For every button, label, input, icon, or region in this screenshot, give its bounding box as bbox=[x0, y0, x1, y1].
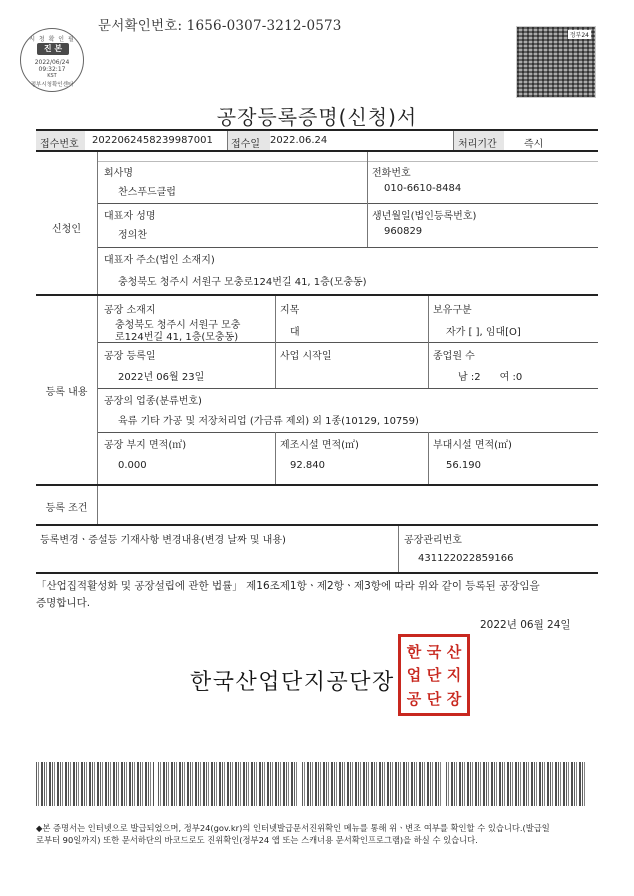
ownership-value: 자가 [ ], 임대[O] bbox=[446, 327, 521, 338]
processing-period-value: 즉시 bbox=[524, 139, 544, 150]
management-number-label: 공장관리번호 bbox=[404, 535, 462, 546]
statement-line1: 「산업집적활성화 및 공장설립에 관한 법률」 제16조제1항ㆍ제2항ㆍ제3항에 따라 위와 같이 등록된 공장임을 bbox=[36, 580, 540, 592]
employees-label: 종업원 수 bbox=[433, 351, 475, 362]
registration-date-label: 공장 등록일 bbox=[104, 351, 156, 362]
industry-value: 육류 기타 가공 및 저장처리업 (가금류 제외) 외 1종(10129, 10759) bbox=[118, 416, 419, 427]
applicant-section-label: 신청인 bbox=[52, 224, 81, 235]
factory-location-value-line2: 로124번길 41, 1층(모충동) bbox=[115, 332, 239, 343]
management-number-value: 431122022859166 bbox=[418, 553, 514, 564]
barcode-3 bbox=[302, 762, 442, 806]
issue-date: 2022년 06월 24일 bbox=[480, 619, 571, 631]
seal-char: 공 bbox=[406, 689, 422, 708]
footer-line2: 로부터 90일까지) 또한 문서하단의 바코드로도 진위확인(정부24 앱 또는 스캐너용 문서확인프로그램)을 하실 수 있습니다. bbox=[36, 835, 478, 845]
industry-label: 공장의 업종(분류번호) bbox=[104, 396, 202, 407]
seal-date: 2022/06/24 bbox=[34, 59, 70, 66]
seal-badge: 진 본 bbox=[37, 43, 69, 55]
seal-ring-bottom: 정부시청확인센터 bbox=[30, 82, 74, 88]
footer-line1: ◆본 증명서는 인터넷으로 발급되었으며, 정부24(gov.kr)의 인터넷발급문서진위확인 메뉴를 통해 위ㆍ변조 여부를 확인할 수 있습니다.(발급일 bbox=[36, 823, 550, 833]
section-divider bbox=[97, 152, 98, 294]
divider bbox=[428, 432, 429, 484]
verification-seal bbox=[20, 28, 84, 92]
divider bbox=[428, 296, 429, 388]
site-area-label: 공장 부지 면적(㎡) bbox=[104, 440, 187, 451]
factory-location-value-line1: 충청북도 청주시 서원구 모충 bbox=[115, 320, 241, 331]
receipt-no-label: 접수번호 bbox=[40, 139, 79, 150]
receipt-bottom-border bbox=[36, 150, 598, 152]
statement-line2: 증명합니다. bbox=[36, 597, 91, 609]
address-value: 충청북도 청주시 서원구 모충로124번길 41, 1층(모충동) bbox=[118, 277, 367, 288]
row-line bbox=[98, 203, 598, 204]
row-line bbox=[98, 161, 598, 162]
changes-label: 등록변경ㆍ증설등 기재사항 변경내용(변경 날짜 및 내용) bbox=[40, 535, 286, 546]
document-title: 공장등록증명(신청)서 bbox=[216, 105, 418, 129]
registration-section-label: 등록 내용 bbox=[45, 387, 88, 398]
employees-value: 남 :2 여 :0 bbox=[458, 372, 523, 383]
registration-date-value: 2022년 06월 23일 bbox=[118, 372, 205, 383]
barcode-4 bbox=[446, 762, 586, 806]
seal-char: 국 bbox=[426, 643, 442, 662]
company-label: 회사명 bbox=[104, 168, 133, 179]
seal-ring-top: 시 청 확 인 필 bbox=[29, 36, 75, 43]
seal-char: 장 bbox=[446, 689, 462, 708]
site-area-value: 0.000 bbox=[118, 460, 147, 471]
divider bbox=[227, 131, 228, 150]
seal-time: 09:32:17 bbox=[38, 66, 66, 73]
seal-timezone: KST bbox=[47, 73, 57, 79]
receipt-date-label: 접수일 bbox=[231, 139, 260, 150]
ownership-label: 보유구분 bbox=[433, 305, 472, 316]
row-line bbox=[98, 388, 598, 389]
seal-char: 단 bbox=[426, 666, 442, 685]
seal-char: 업 bbox=[406, 666, 422, 685]
conditions-bottom-border bbox=[36, 524, 598, 526]
land-category-label: 지목 bbox=[280, 305, 300, 316]
seal-char: 한 bbox=[406, 643, 422, 662]
seal-char: 단 bbox=[426, 689, 442, 708]
representative-value: 정의찬 bbox=[118, 230, 147, 241]
processing-period-label: 처리기간 bbox=[458, 139, 497, 150]
qr-label: 정부24 bbox=[569, 32, 589, 39]
birthdate-value: 960829 bbox=[384, 226, 423, 237]
qr-code bbox=[516, 26, 596, 98]
divider bbox=[275, 296, 276, 388]
table-top-border bbox=[36, 129, 598, 131]
row-line bbox=[98, 247, 598, 248]
registration-bottom-border bbox=[36, 484, 598, 486]
subsidiary-area-label: 부대시설 면적(㎡) bbox=[433, 440, 512, 451]
footer-notice bbox=[36, 822, 596, 846]
issuer-name: 한국산업단지공단장 bbox=[190, 670, 395, 695]
conditions-label: 등록 조건 bbox=[45, 503, 88, 514]
address-label: 대표자 주소(법인 소재지) bbox=[104, 255, 215, 266]
receipt-no-value: 2022062458239987001 bbox=[92, 135, 213, 146]
receipt-date-value: 2022.06.24 bbox=[270, 135, 328, 146]
phone-value: 010-6610-8484 bbox=[384, 183, 462, 194]
divider bbox=[275, 432, 276, 484]
phone-label: 전화번호 bbox=[372, 168, 411, 179]
divider bbox=[367, 152, 368, 247]
table-bottom-border bbox=[36, 572, 598, 574]
seal-char: 산 bbox=[446, 643, 462, 662]
manufacturing-area-label: 제조시설 면적(㎡) bbox=[280, 440, 359, 451]
factory-location-label: 공장 소재지 bbox=[104, 305, 156, 316]
company-value: 찬스푸드클럽 bbox=[118, 187, 176, 198]
divider bbox=[453, 131, 454, 150]
birthdate-label: 생년월일(법인등록번호) bbox=[372, 211, 477, 222]
barcode-2 bbox=[158, 762, 298, 806]
divider bbox=[398, 526, 399, 572]
representative-label: 대표자 성명 bbox=[104, 211, 156, 222]
official-red-seal bbox=[398, 634, 470, 716]
document-number: 문서확인번호: 1656-0307-3212-0573 bbox=[98, 18, 342, 34]
row-line bbox=[98, 432, 598, 433]
certification-statement bbox=[36, 578, 601, 612]
applicant-bottom-border bbox=[36, 294, 598, 296]
manufacturing-area-value: 92.840 bbox=[290, 460, 325, 471]
land-category-value: 대 bbox=[290, 327, 300, 338]
section-divider bbox=[97, 296, 98, 484]
barcode-1 bbox=[36, 762, 154, 806]
section-divider bbox=[97, 486, 98, 524]
seal-char: 지 bbox=[446, 666, 462, 685]
subsidiary-area-value: 56.190 bbox=[446, 460, 481, 471]
business-start-label: 사업 시작일 bbox=[280, 351, 332, 362]
